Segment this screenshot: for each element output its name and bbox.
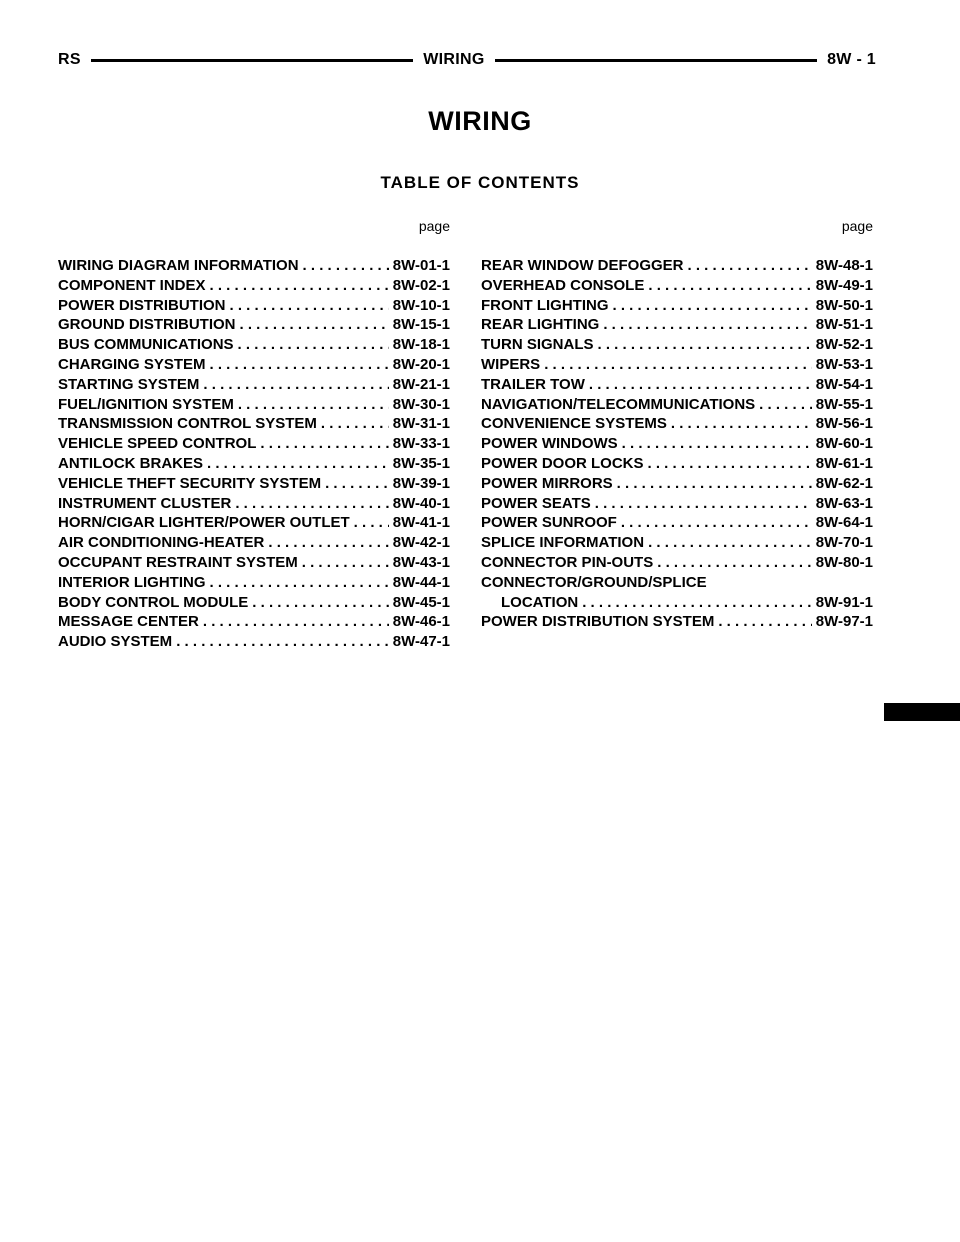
- dot-leader: [321, 414, 389, 434]
- toc-entry[interactable]: [481, 513, 873, 533]
- toc-entry-title: POWER DISTRIBUTION: [58, 296, 226, 314]
- toc-entry-title: VEHICLE SPEED CONTROL: [58, 435, 257, 453]
- dot-leader: [595, 494, 812, 514]
- toc-entry[interactable]: [481, 355, 873, 375]
- toc-entry-page: 8W-21-1: [392, 375, 450, 393]
- toc-entry-page: 8W-91-1: [815, 593, 873, 611]
- toc-entry[interactable]: [58, 513, 450, 533]
- toc-entry-title: POWER DISTRIBUTION SYSTEM: [481, 613, 715, 631]
- toc-entry-page: 8W-31-1: [392, 415, 450, 433]
- toc-entry-title: REAR WINDOW DEFOGGER: [481, 257, 684, 274]
- toc-entry-title: BUS COMMUNICATIONS: [58, 336, 234, 354]
- toc-entry-page: 8W-15-1: [392, 316, 450, 334]
- dot-leader: [589, 375, 812, 395]
- dot-leader: [621, 513, 812, 533]
- toc-entry[interactable]: [58, 533, 450, 553]
- toc-entry[interactable]: [481, 533, 873, 553]
- dot-leader: [648, 533, 812, 553]
- toc-entry-title: GROUND DISTRIBUTION: [58, 316, 236, 334]
- toc-entry[interactable]: [481, 573, 873, 593]
- toc-entry-title: LOCATION: [501, 593, 579, 611]
- toc-entry[interactable]: [58, 553, 450, 573]
- toc-entry[interactable]: [58, 414, 450, 434]
- toc-entry[interactable]: [481, 474, 873, 494]
- toc-entry-title: HORN/CIGAR LIGHTER/POWER OUTLET: [58, 514, 350, 532]
- toc-entry-title: POWER SUNROOF: [481, 514, 617, 532]
- toc-entry[interactable]: [481, 434, 873, 454]
- toc-entry-title: REAR LIGHTING: [481, 316, 600, 334]
- page-column-label: page: [841, 218, 873, 234]
- dot-leader: [671, 414, 812, 434]
- toc-entry[interactable]: [481, 414, 873, 434]
- header-page-number: 8W - 1: [827, 51, 877, 68]
- toc-entry-title: OVERHEAD CONSOLE: [481, 276, 645, 294]
- section-index-tab: [884, 703, 960, 721]
- toc-entry-page: 8W-56-1: [815, 415, 873, 433]
- toc-entry-page: 8W-61-1: [815, 454, 873, 472]
- toc-entry-page: 8W-39-1: [392, 474, 450, 492]
- toc-entry-title: POWER DOOR LOCKS: [481, 454, 644, 472]
- toc-entry-page: 8W-10-1: [392, 296, 450, 314]
- toc-entry-title: VEHICLE THEFT SECURITY SYSTEM: [58, 474, 322, 492]
- header-section-name: WIRING: [423, 51, 485, 68]
- dot-leader: [207, 454, 389, 474]
- toc-entry[interactable]: [481, 553, 873, 573]
- toc-list-left: [58, 256, 450, 652]
- toc-entry[interactable]: [481, 375, 873, 395]
- toc-entry-title: NAVIGATION/TELECOMMUNICATIONS: [481, 395, 756, 413]
- toc-entry-page: 8W-51-1: [815, 316, 873, 334]
- toc-entry[interactable]: [481, 395, 873, 415]
- dot-leader: [302, 553, 389, 573]
- toc-entry-page: 8W-45-1: [392, 593, 450, 611]
- dot-leader: [354, 513, 389, 533]
- toc-entry[interactable]: [481, 315, 873, 335]
- dot-leader: [759, 395, 812, 415]
- dot-leader: [240, 315, 389, 335]
- running-header: [58, 50, 876, 70]
- toc-entry[interactable]: [58, 276, 450, 296]
- dot-leader: [657, 553, 812, 573]
- dot-leader: [622, 434, 812, 454]
- dot-leader: [582, 593, 812, 613]
- dot-leader: [260, 434, 388, 454]
- toc-entry-page: 8W-18-1: [392, 336, 450, 354]
- toc-entry[interactable]: [481, 276, 873, 296]
- toc-entry-page: 8W-97-1: [815, 613, 873, 631]
- toc-entry-page: 8W-70-1: [815, 534, 873, 552]
- toc-entry-page: 8W-49-1: [815, 276, 873, 294]
- toc-entry[interactable]: [58, 315, 450, 335]
- toc-entry-title: FUEL/IGNITION SYSTEM: [58, 395, 234, 413]
- dot-leader: [210, 355, 389, 375]
- toc-entry-page: 8W-40-1: [392, 494, 450, 512]
- toc-title: TABLE OF CONTENTS: [380, 173, 580, 192]
- dot-leader: [648, 454, 812, 474]
- toc-entry[interactable]: [58, 632, 450, 652]
- toc-entry[interactable]: [58, 355, 450, 375]
- toc-entry[interactable]: [58, 612, 450, 632]
- toc-entry-title: INSTRUMENT CLUSTER: [58, 494, 232, 512]
- dot-leader: [203, 612, 389, 632]
- toc-entry[interactable]: [58, 296, 450, 316]
- dot-leader: [176, 632, 389, 652]
- toc-entry[interactable]: [481, 335, 873, 355]
- toc-entry-page: 8W-55-1: [815, 395, 873, 413]
- dot-leader: [544, 355, 812, 375]
- toc-entry[interactable]: [481, 256, 873, 276]
- toc-entry-page: 8W-01-1: [392, 257, 450, 274]
- dot-leader: [210, 276, 389, 296]
- toc-entry-title: POWER SEATS: [481, 494, 591, 512]
- dot-leader: [718, 612, 811, 632]
- toc-entry-title: TRANSMISSION CONTROL SYSTEM: [58, 415, 317, 433]
- toc-entry[interactable]: [58, 494, 450, 514]
- toc-entry-title: CHARGING SYSTEM: [58, 355, 206, 373]
- toc-entry-page: 8W-35-1: [392, 454, 450, 472]
- toc-entry-title: WIPERS: [481, 355, 541, 373]
- page-column-label: page: [418, 218, 450, 234]
- dot-leader: [603, 315, 811, 335]
- dot-leader: [252, 593, 388, 613]
- toc-entry[interactable]: [58, 375, 450, 395]
- dot-leader: [238, 335, 389, 355]
- toc-entry-page: 8W-62-1: [815, 474, 873, 492]
- toc-entry[interactable]: [481, 296, 873, 316]
- toc-entry-page: 8W-30-1: [392, 395, 450, 413]
- dot-leader: [613, 296, 812, 316]
- toc-entry-page: 8W-44-1: [392, 573, 450, 591]
- toc-entry-page: 8W-63-1: [815, 494, 873, 512]
- toc-entry-page: 8W-80-1: [815, 553, 873, 571]
- toc-entry[interactable]: [481, 494, 873, 514]
- dot-leader: [325, 474, 389, 494]
- toc-entry[interactable]: [58, 474, 450, 494]
- toc-entry[interactable]: [58, 256, 450, 276]
- dot-leader: [238, 395, 389, 415]
- toc-entry-page: 8W-60-1: [815, 435, 873, 453]
- toc-entry-page: 8W-54-1: [815, 375, 873, 393]
- toc-entry-title: COMPONENT INDEX: [58, 276, 206, 294]
- toc-entry[interactable]: [58, 454, 450, 474]
- toc-entry-title: BODY CONTROL MODULE: [58, 593, 249, 611]
- toc-entry-page: 8W-53-1: [815, 355, 873, 373]
- toc-list-right: [481, 256, 873, 632]
- toc-entry-title: TRAILER TOW: [481, 375, 585, 393]
- toc-entry[interactable]: [58, 573, 450, 593]
- toc-entry-page: 8W-52-1: [815, 336, 873, 354]
- toc-entry-page: 8W-33-1: [392, 435, 450, 453]
- toc-entry-title: CONVENIENCE SYSTEMS: [481, 415, 667, 433]
- dot-leader: [303, 256, 389, 276]
- toc-entry-title: ANTILOCK BRAKES: [58, 454, 203, 472]
- toc-entry-title: FRONT LIGHTING: [481, 296, 609, 314]
- toc-entry-title: TURN SIGNALS: [481, 336, 594, 354]
- toc-entry-title: MESSAGE CENTER: [58, 613, 199, 631]
- header-rule-left: [91, 59, 413, 62]
- toc-entry-page: 8W-50-1: [815, 296, 873, 314]
- toc-entry[interactable]: [481, 612, 873, 632]
- toc-entry[interactable]: [58, 395, 450, 415]
- toc-entry-page: 8W-20-1: [392, 355, 450, 373]
- dot-leader: [268, 533, 388, 553]
- toc-entry-title: AUDIO SYSTEM: [58, 633, 173, 651]
- toc-entry-page: 8W-46-1: [392, 613, 450, 631]
- toc-right-column: [481, 216, 873, 632]
- toc-entry[interactable]: [481, 593, 873, 613]
- toc-entry-title: SPLICE INFORMATION: [481, 534, 645, 552]
- toc-entry-page: 8W-41-1: [392, 514, 450, 532]
- toc-entry[interactable]: [58, 593, 450, 613]
- toc-entry-title: POWER WINDOWS: [481, 435, 618, 453]
- toc-entry-title: OCCUPANT RESTRAINT SYSTEM: [58, 553, 298, 571]
- toc-entry-title: INTERIOR LIGHTING: [58, 573, 206, 591]
- page-title: WIRING: [428, 106, 532, 136]
- toc-entry-page: 8W-48-1: [815, 257, 873, 274]
- toc-entry-title: STARTING SYSTEM: [58, 375, 200, 393]
- toc-entry-page: 8W-43-1: [392, 553, 450, 571]
- toc-entry-title: CONNECTOR/GROUND/SPLICE: [481, 573, 707, 591]
- toc-entry-title: POWER MIRRORS: [481, 474, 613, 492]
- toc-entry-page: 8W-42-1: [392, 534, 450, 552]
- dot-leader: [648, 276, 811, 296]
- dot-leader: [617, 474, 812, 494]
- toc-entry[interactable]: [481, 454, 873, 474]
- header-manual-code: RS: [58, 51, 81, 68]
- toc-entry-page: 8W-02-1: [392, 276, 450, 294]
- dot-leader: [598, 335, 812, 355]
- toc-entry-title: WIRING DIAGRAM INFORMATION: [58, 257, 299, 274]
- dot-leader: [203, 375, 388, 395]
- dot-leader: [230, 296, 389, 316]
- toc-entry[interactable]: [58, 335, 450, 355]
- header-rule-right: [495, 59, 817, 62]
- dot-leader: [210, 573, 389, 593]
- toc-entry[interactable]: [58, 434, 450, 454]
- toc-entry-page: 8W-64-1: [815, 514, 873, 532]
- toc-entry-page: 8W-47-1: [392, 633, 450, 651]
- dot-leader: [688, 256, 812, 276]
- toc-entry-title: CONNECTOR PIN-OUTS: [481, 553, 654, 571]
- toc-entry-title: AIR CONDITIONING-HEATER: [58, 534, 265, 552]
- dot-leader: [235, 494, 388, 514]
- toc-left-column: [58, 216, 450, 652]
